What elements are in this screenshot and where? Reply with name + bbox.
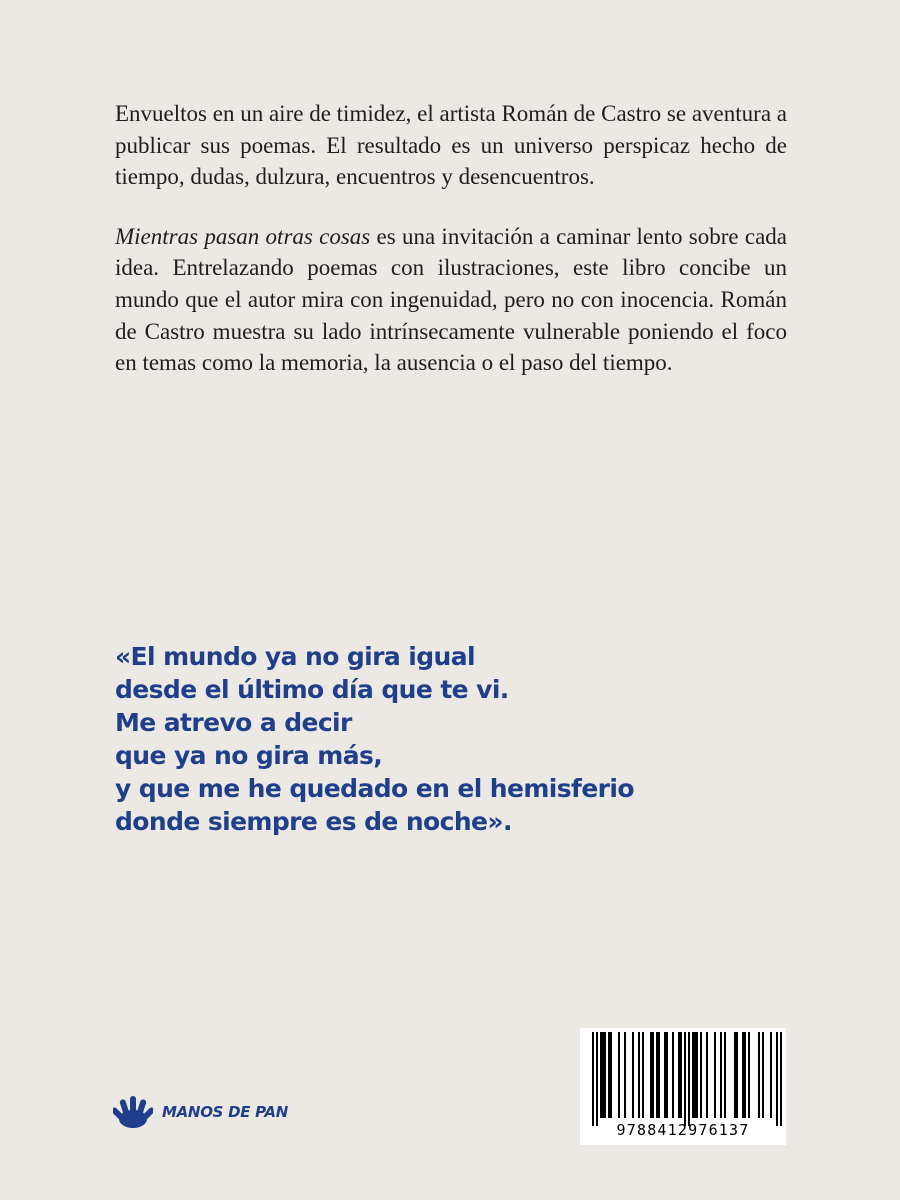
barcode-bar	[714, 1032, 716, 1118]
quote-line: desde el último día que te vi.	[115, 675, 509, 704]
barcode-bar	[642, 1032, 644, 1118]
barcode-bar	[604, 1032, 606, 1118]
publisher-name: MANOS DE PAN	[162, 1103, 288, 1121]
barcode-bar	[736, 1032, 738, 1118]
quote-line: que ya no gira más,	[115, 741, 383, 770]
barcode-bar	[734, 1032, 736, 1118]
barcode-bar	[742, 1032, 744, 1118]
book-title: Mientras pasan otras cosas	[115, 223, 371, 249]
poem-quote	[115, 640, 815, 838]
barcode-bar	[672, 1032, 674, 1118]
barcode-bar	[678, 1032, 680, 1118]
barcode-bar	[770, 1032, 772, 1118]
barcode-bar	[664, 1032, 666, 1118]
barcode-bar	[706, 1032, 708, 1118]
barcode-bar	[632, 1032, 634, 1118]
barcode-bar	[618, 1032, 620, 1118]
barcode-bar	[592, 1032, 594, 1126]
blurb-paragraph-2	[115, 221, 787, 379]
barcode-bar	[700, 1032, 702, 1118]
barcode-bar	[684, 1032, 686, 1126]
barcode-bar	[656, 1032, 658, 1118]
blurb-paragraph-2-text: es una invitación a caminar lento sobre cada idea. Entrelazando poemas con ilustraciones, este libro concibe un mundo que el autor mira con ingenuidad, pero no con inocencia. Román de Castro muestra su lado intrínsecamente vulnerable poniendo el foco en temas como la memoria, la ausencia o el paso del tiempo.	[115, 223, 787, 376]
barcode-bar	[724, 1032, 726, 1118]
barcode-bar	[610, 1032, 612, 1118]
barcode-bar	[650, 1032, 652, 1118]
barcode-bar	[762, 1032, 764, 1118]
quote-line: donde siempre es de noche».	[115, 807, 512, 836]
barcode-bar	[666, 1032, 668, 1118]
barcode-bar	[638, 1032, 640, 1118]
back-cover-blurb	[115, 98, 787, 379]
isbn-barcode	[580, 1028, 786, 1145]
quote-line: Me atrevo a decir	[115, 708, 352, 737]
barcode-bar	[692, 1032, 694, 1118]
barcode-bar	[776, 1032, 778, 1126]
blurb-paragraph-1: Envueltos en un aire de timidez, el artista Román de Castro se aventura a publicar sus poemas. El resultado es un universo perspicaz hecho de tiempo, dudas, dulzura, encuentros y desencuentros.	[115, 101, 787, 190]
barcode-bar	[720, 1032, 722, 1118]
barcode-bar	[680, 1032, 682, 1118]
barcode-bar	[600, 1032, 602, 1118]
barcode-bar	[694, 1032, 696, 1118]
isbn-digits: 9788412976137	[616, 1121, 750, 1139]
quote-line: y que me he quedado en el hemisferio	[115, 774, 634, 803]
publisher-logo	[113, 1094, 288, 1130]
barcode-bar	[652, 1032, 654, 1118]
barcode-bar	[596, 1032, 598, 1126]
barcode-bar	[744, 1032, 746, 1118]
hand-icon	[113, 1094, 153, 1130]
barcode-bar	[780, 1032, 782, 1126]
barcode-bar	[602, 1032, 604, 1118]
barcode-bar	[696, 1032, 698, 1118]
barcode-bar	[748, 1032, 750, 1118]
quote-line: «El mundo ya no gira igual	[115, 642, 475, 671]
barcode-bar	[608, 1032, 610, 1118]
barcode-bar	[624, 1032, 626, 1118]
barcode-bar	[758, 1032, 760, 1118]
barcode-bar	[658, 1032, 660, 1118]
barcode-bar	[688, 1032, 690, 1126]
